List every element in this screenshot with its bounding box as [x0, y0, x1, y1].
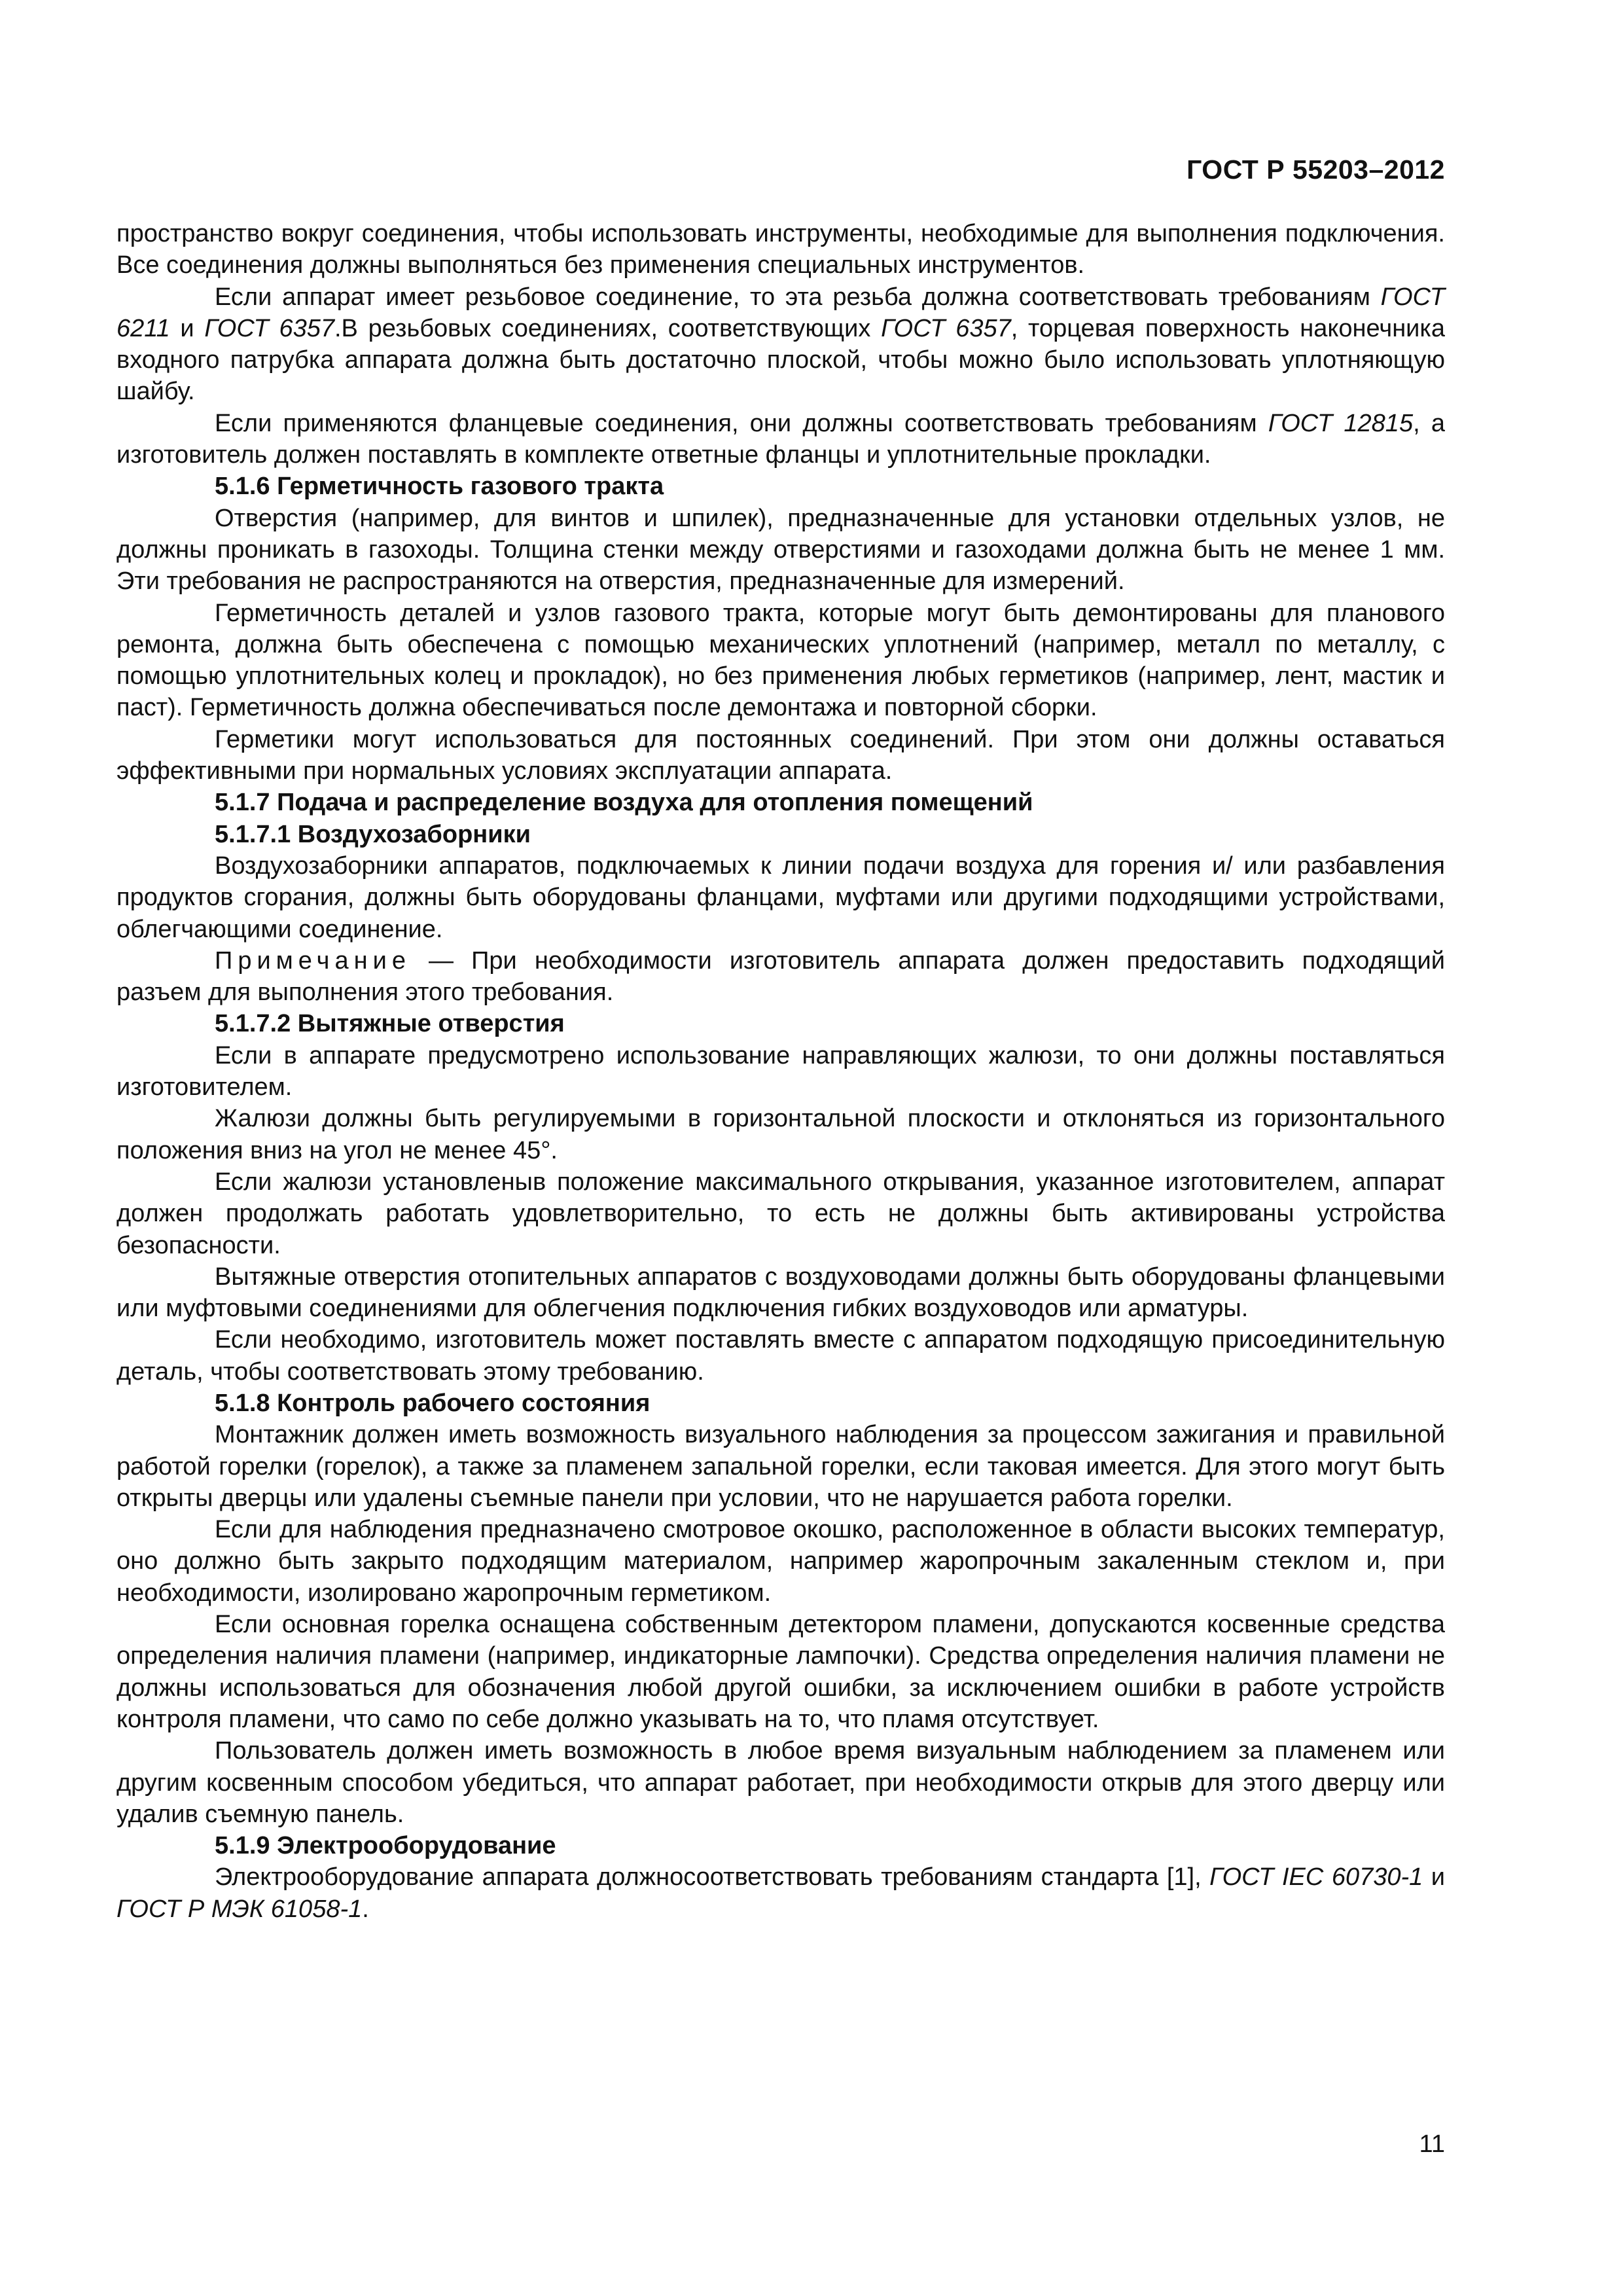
paragraph: Жалюзи должны быть регулируемыми в горизонтальной плоскости и отклоняться из горизонтального положения вниз на угол не менее 45°.: [116, 1105, 1445, 1164]
paragraph: Воздухозаборники аппаратов, подключаемых к линии подачи воздуха для горения и/ или разбавления продуктов сгорания, должны быть оборудованы фланцами, муфтами или другими подходящими устройствами, облегчающими соединение.: [116, 852, 1445, 943]
standard-reference: ГОСТ 6357: [881, 314, 1011, 342]
standard-reference: ГОСТ IEC 60730-1: [1209, 1863, 1423, 1892]
section-heading-5-1-8: 5.1.8 Контроль рабочего состояния: [215, 1389, 651, 1417]
paragraph: Герметики могут использоваться для постоянных соединений. При этом они должны оставаться эффективными при нормальных условиях эксплуатации аппарата.: [116, 725, 1445, 785]
section-heading-5-1-7-2: 5.1.7.2 Вытяжные отверстия: [215, 1010, 565, 1038]
section-heading-5-1-6: 5.1.6 Герметичность газового тракта: [215, 473, 664, 501]
paragraph: пространство вокруг соединения, чтобы использовать инструменты, необходимые для выполнения подключения. Все соединения должны выполняться без применения специальных инструментов.: [116, 220, 1445, 279]
paragraph: Если в аппарате предусмотрено использование направляющих жалюзи, то они должны поставляться изготовителем.: [116, 1041, 1445, 1102]
note-text: — При необходимости изготовитель аппарата должен предоставить подходящий разъем для выполнения этого требования.: [116, 946, 1445, 1007]
standard-reference: ГОСТ Р МЭК 61058-1: [116, 1895, 363, 1923]
section-heading-5-1-7: 5.1.7 Подача и распределение воздуха для отопления помещений: [215, 789, 1033, 817]
paragraph: Монтажник должен иметь возможность визуального наблюдения за процессом зажигания и правильной работой горелки (горелок), а также за пламенем запальной горелки, если таковая имеется. Для этого могут быть открыты дверцы или удалены съемные панели при условии, что не нарушается работа горелки.: [116, 1421, 1445, 1512]
section-heading-5-1-7-1: 5.1.7.1 Воздухозаборники: [215, 820, 531, 848]
paragraph: Если применяются фланцевые соединения, они должны соответствовать требованиям ГОСТ 12815, а изготовитель должен поставлять в комплекте ответные фланцы и уплотнительные прокладки.: [116, 409, 1446, 469]
note: [116, 945, 1445, 1009]
paragraph: Пользователь должен иметь возможность в любое время визуальным наблюдением за пламенем или другим косвенным способом убедиться, что аппарат работает, при необходимости открыв для этого дверцу или удалив съемную панель.: [116, 1737, 1445, 1828]
paragraph: Если для наблюдения предназначено смотровое окошко, расположенное в области высоких температур, оно должно быть закрыто подходящим материалом, например жаропрочным закаленным стеклом и, при необходимости, изолировано жаропрочным герметиком.: [116, 1516, 1445, 1607]
paragraph: Если жалюзи установленыв положение максимального открывания, указанное изготовителем, аппарат должен продолжать работать удовлетворительно, то есть не должны быть активированы устройства безопасности.: [116, 1168, 1445, 1259]
paragraph: Если необходимо, изготовитель может поставлять вместе с аппаратом подходящую присоединительную деталь, чтобы соответствовать этому требованию.: [116, 1326, 1445, 1386]
standard-reference: ГОСТ 12815: [1268, 409, 1414, 437]
document-body: [116, 218, 1445, 1925]
paragraph: Герметичность деталей и узлов газового тракта, которые могут быть демонтированы для планового ремонта, должна быть обеспечена с помощью механических уплотнений (например, металл по металлу, с помощью уплотнительных колец и прокладок), но без применения любых герметиков (например, лент, мастик и паст). Герметичность должна обеспечиваться после демонтажа и повторной сборки.: [116, 599, 1445, 722]
paragraph: Если основная горелка оснащена собственным детектором пламени, допускаются косвенные средства определения наличия пламени (например, индикаторные лампочки). Средства определения наличия пламени не должны использоваться для обозначения любой другой ошибки, за исключением ошибки в работе устройств контроля пламени, что само по себе должно указывать на то, что пламя отсутствует.: [116, 1611, 1445, 1733]
section-heading-5-1-9: 5.1.9 Электрооборудование: [215, 1832, 556, 1860]
standard-reference: ГОСТ 6357: [204, 314, 334, 342]
document-header: ГОСТ Р 55203–2012: [1186, 154, 1445, 185]
note-label: Примечание: [215, 946, 411, 975]
paragraph: Вытяжные отверстия отопительных аппаратов с воздуховодами должны быть оборудованы фланцевыми или муфтовыми соединениями для облегчения подключения гибких воздуховодов или арматуры.: [116, 1263, 1445, 1323]
paragraph: Отверстия (например, для винтов и шпилек), предназначенные для установки отдельных узлов, не должны проникать в газоходы. Толщина стенки между отверстиями и газоходами должна быть не менее 1 мм. Эти требования не распространяются на отверстия, предназначенные для измерений.: [116, 504, 1445, 596]
paragraph: Если аппарат имеет резьбовое соединение, то эта резьба должна соответствовать требованиям ГОСТ 6211 и ГОСТ 6357.В резьбовых соединениях, соответствующих ГОСТ 6357, торцевая поверхность наконечника входного патрубка аппарата должна быть достаточно плоской, чтобы можно было использовать уплотняющую шайбу.: [116, 283, 1446, 406]
page-number: 11: [1419, 2130, 1445, 2158]
paragraph: Электрооборудование аппарата должносоответствовать требованиям стандарта [1], ГОСТ IEC 60730-1 и ГОСТ Р МЭК 61058-1.: [116, 1863, 1445, 1923]
standard-reference: ГОСТ 6211: [116, 283, 1445, 342]
